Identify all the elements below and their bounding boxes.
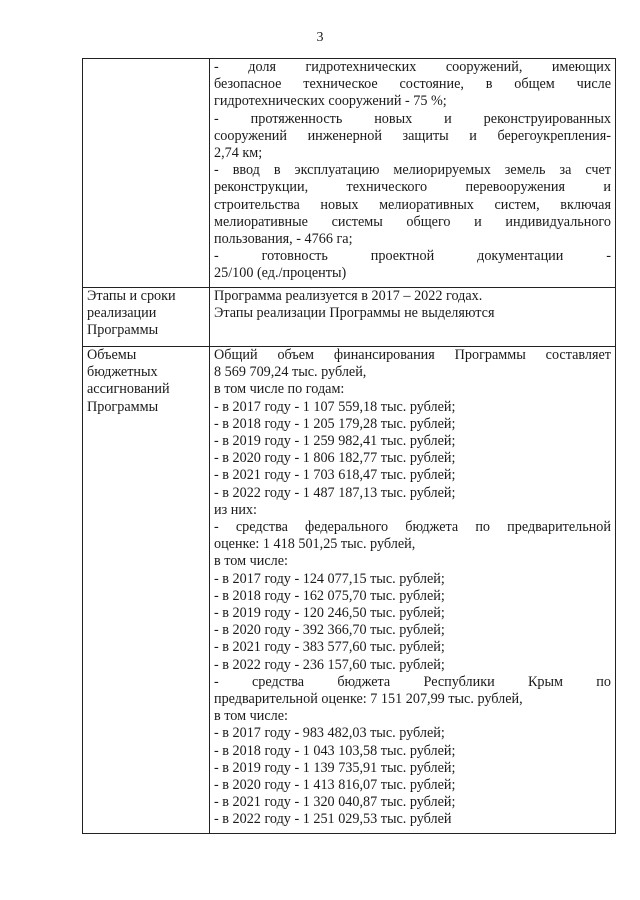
content-line: безопасное техническое состояние, в общем числе (214, 76, 611, 93)
content-line: - в 2020 году - 1 806 182,77 тыс. рублей; (214, 450, 456, 467)
row-label-line: Объемы (87, 347, 137, 363)
content-line: Программа реализуется в 2017 – 2022 годах. (214, 288, 483, 304)
content-line: мелиоративные системы общего и индивидуального (214, 213, 611, 230)
content-line: Этапы реализации Программы не выделяются (214, 305, 495, 322)
content-line: - в 2018 году - 1 043 103,58 тыс. рублей; (214, 742, 456, 759)
content-line: - в 2021 году - 1 703 618,47 тыс. рублей; (214, 467, 456, 484)
row-label-line: ассигнований (87, 381, 170, 398)
row-label-line: бюджетных (87, 364, 158, 381)
row-label-line: Этапы и сроки (87, 288, 176, 304)
content-line: - ввод в эксплуатацию мелиорируемых земель за счет (214, 162, 611, 179)
content-line: - в 2018 году - 1 205 179,28 тыс. рублей; (214, 415, 456, 432)
content-line: в том числе: (214, 553, 288, 570)
content-line: - в 2020 году - 392 366,70 тыс. рублей; (214, 622, 445, 639)
content-line: - в 2020 году - 1 413 816,07 тыс. рублей; (214, 777, 456, 794)
row-label-line: Программы (87, 398, 159, 415)
content-line: - готовность проектной документации - (214, 248, 611, 265)
table-row (83, 59, 616, 288)
content-line: - в 2019 году - 120 246,50 тыс. рублей; (214, 605, 445, 622)
content-line: из них: (214, 501, 257, 518)
content-line: в том числе по годам: (214, 381, 345, 398)
content-line: гидротехнических сооружений - 75 %; (214, 93, 447, 110)
content-line: строительства новых мелиоративных систем, включая (214, 196, 611, 213)
row-label-line: Программы (87, 322, 159, 339)
content-line: оценке: 1 418 501,25 тыс. рублей, (214, 536, 416, 553)
content-line: 25/100 (ед./проценты) (214, 265, 347, 282)
row-label-line: реализации (87, 305, 157, 322)
content-line: - в 2019 году - 1 259 982,41 тыс. рублей; (214, 433, 456, 450)
content-line: - в 2017 году - 983 482,03 тыс. рублей; (214, 725, 445, 742)
content-line: - средства федерального бюджета по предварительной (214, 519, 611, 536)
content-line: - в 2021 году - 1 320 040,87 тыс. рублей; (214, 794, 456, 811)
row-content-cell (210, 59, 616, 288)
content-line: - в 2022 году - 236 157,60 тыс. рублей; (214, 656, 445, 673)
content-line: пользования, - 4766 га; (214, 231, 353, 248)
row-label-cell (83, 59, 210, 288)
content-line: - средства бюджета Республики Крым по (214, 673, 611, 690)
row-content-cell (210, 347, 616, 834)
content-line: - протяженность новых и реконструированных (214, 110, 611, 127)
content-line: в том числе: (214, 708, 288, 725)
content-line: - в 2021 году - 383 577,60 тыс. рублей; (214, 639, 445, 656)
content-line: Общий объем финансирования Программы составляет (214, 347, 611, 363)
row-label-cell (83, 288, 210, 347)
page-number: 3 (316, 30, 324, 45)
content-line: 8 569 709,24 тыс. рублей, (214, 364, 367, 381)
content-line: - в 2022 году - 1 487 187,13 тыс. рублей; (214, 484, 456, 501)
content-line: - в 2022 году - 1 251 029,53 тыс. рублей (214, 811, 452, 828)
content-line: реконструкции, технического перевооружения и (214, 179, 611, 196)
content-line: - доля гидротехнических сооружений, имеющих (214, 59, 611, 75)
table-row (83, 347, 616, 834)
content-line: - в 2017 году - 1 107 559,18 тыс. рублей; (214, 398, 456, 415)
content-line: предварительной оценке: 7 151 207,99 тыс. рублей, (214, 691, 523, 708)
table-row (83, 288, 616, 347)
passport-table (82, 58, 616, 834)
content-line: сооружений инженерной защиты и берегоукрепления- (214, 127, 611, 144)
row-content-cell (210, 288, 616, 347)
content-line: - в 2017 году - 124 077,15 тыс. рублей; (214, 570, 445, 587)
row-label-cell (83, 347, 210, 834)
content-line: 2,74 км; (214, 145, 263, 162)
content-line: - в 2018 году - 162 075,70 тыс. рублей; (214, 587, 445, 604)
content-line: - в 2019 году - 1 139 735,91 тыс. рублей; (214, 759, 456, 776)
